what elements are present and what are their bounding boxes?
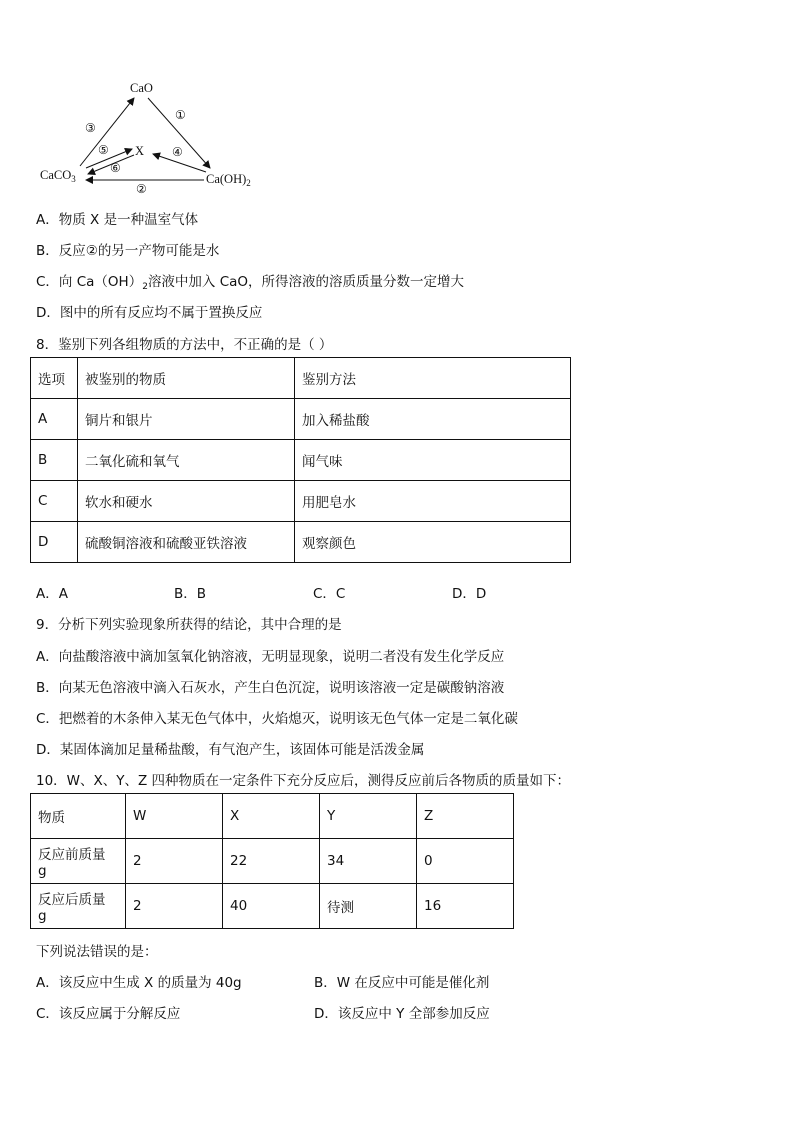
- q7-option-a: A．物质 X 是一种温室气体: [36, 212, 199, 228]
- arrow-label-5: ⑤: [98, 143, 109, 157]
- table-cell: 用肥皂水: [295, 481, 571, 522]
- table-cell: 16: [417, 884, 514, 929]
- table-cell: 观察颜色: [295, 522, 571, 563]
- arrow-label-6: ⑥: [110, 161, 121, 175]
- node-cao: CaO: [130, 81, 153, 95]
- table-cell: 闻气味: [295, 440, 571, 481]
- table-row: [31, 399, 571, 440]
- q10-option-b: B．W 在反应中可能是催化剂: [314, 975, 490, 991]
- header-cell: W: [126, 794, 223, 839]
- q10-table: [30, 793, 514, 929]
- table-cell: 34: [320, 839, 417, 884]
- q10-option-d: D．该反应中 Y 全部参加反应: [314, 1006, 490, 1022]
- table-header-row: [31, 794, 514, 839]
- q7-option-b: B．反应②的另一产物可能是水: [36, 243, 220, 259]
- table-cell: 铜片和银片: [78, 399, 295, 440]
- q9-option-b: B．向某无色溶液中滴入石灰水，产生白色沉淀，说明该溶液一定是碳酸钠溶液: [36, 680, 505, 696]
- table-cell: 反应前质量 g: [31, 839, 126, 884]
- reaction-diagram: [36, 76, 266, 196]
- q8-option-c: C．C: [313, 586, 346, 602]
- q10-option-c: C．该反应属于分解反应: [36, 1006, 181, 1022]
- q9-option-a: A．向盐酸溶液中滴加氢氧化钠溶液，无明显现象，说明二者没有发生化学反应: [36, 649, 505, 665]
- q8-stem: 8．鉴别下列各组物质的方法中，不正确的是（ ）: [36, 337, 333, 353]
- q8-table: [30, 357, 571, 563]
- header-cell: 被鉴别的物质: [78, 358, 295, 399]
- q7-option-c: C．向 $Ca(OH)_2$溶液中加入 CaO，所得溶液的溶质质量分数一定增大: [36, 274, 465, 292]
- q9-stem: 9．分析下列实验现象所获得的结论，其中合理的是: [36, 617, 342, 633]
- node-x: X: [135, 144, 145, 158]
- table-cell: 待测: [320, 884, 417, 929]
- q7-option-d: D．图中的所有反应均不属于置换反应: [36, 305, 263, 321]
- q10-stem: 10．W、X、Y、Z 四种物质在一定条件下充分反应后，测得反应前后各物质的质量如下：: [36, 773, 571, 789]
- arrow-label-4: ④: [172, 145, 183, 159]
- arrow-label-3: ③: [85, 121, 96, 135]
- q8-option-a: A．A: [36, 586, 68, 602]
- header-cell: Y: [320, 794, 417, 839]
- table-cell: 40: [223, 884, 320, 929]
- header-cell: 物质: [31, 794, 126, 839]
- q8-option-d: D．D: [452, 586, 487, 602]
- table-row: [31, 884, 514, 929]
- table-cell: 加入稀盐酸: [295, 399, 571, 440]
- header-cell: 鉴别方法: [295, 358, 571, 399]
- table-cell: 2: [126, 839, 223, 884]
- table-cell: 22: [223, 839, 320, 884]
- node-caco3: CaCO$_3$: [40, 168, 76, 184]
- node-caoh2: $Ca(OH)_2$: [206, 172, 251, 188]
- arrow-label-2: ②: [136, 182, 147, 196]
- table-row: [31, 440, 571, 481]
- table-cell: 2: [126, 884, 223, 929]
- arrow-label-1: ①: [175, 108, 186, 122]
- table-row: [31, 481, 571, 522]
- q9-option-d: D．某固体滴加足量稀盐酸，有气泡产生，该固体可能是活泼金属: [36, 742, 425, 758]
- table-cell: 反应后质量 g: [31, 884, 126, 929]
- table-row: [31, 839, 514, 884]
- header-cell: X: [223, 794, 320, 839]
- table-cell: A: [31, 399, 78, 440]
- table-cell: 硫酸铜溶液和硫酸亚铁溶液: [78, 522, 295, 563]
- table-header-row: [31, 358, 571, 399]
- header-cell: Z: [417, 794, 514, 839]
- table-row: [31, 522, 571, 563]
- header-cell: 选项: [31, 358, 78, 399]
- q10-option-a: A．该反应中生成 X 的质量为 40g: [36, 975, 242, 991]
- q10-prompt: 下列说法错误的是：: [36, 944, 158, 960]
- table-cell: 软水和硬水: [78, 481, 295, 522]
- table-cell: D: [31, 522, 78, 563]
- q9-option-c: C．把燃着的木条伸入某无色气体中，火焰熄灭，说明该无色气体一定是二氧化碳: [36, 711, 518, 727]
- table-cell: 二氧化硫和氧气: [78, 440, 295, 481]
- table-cell: B: [31, 440, 78, 481]
- table-cell: C: [31, 481, 78, 522]
- table-cell: 0: [417, 839, 514, 884]
- q8-option-b: B．B: [174, 586, 207, 602]
